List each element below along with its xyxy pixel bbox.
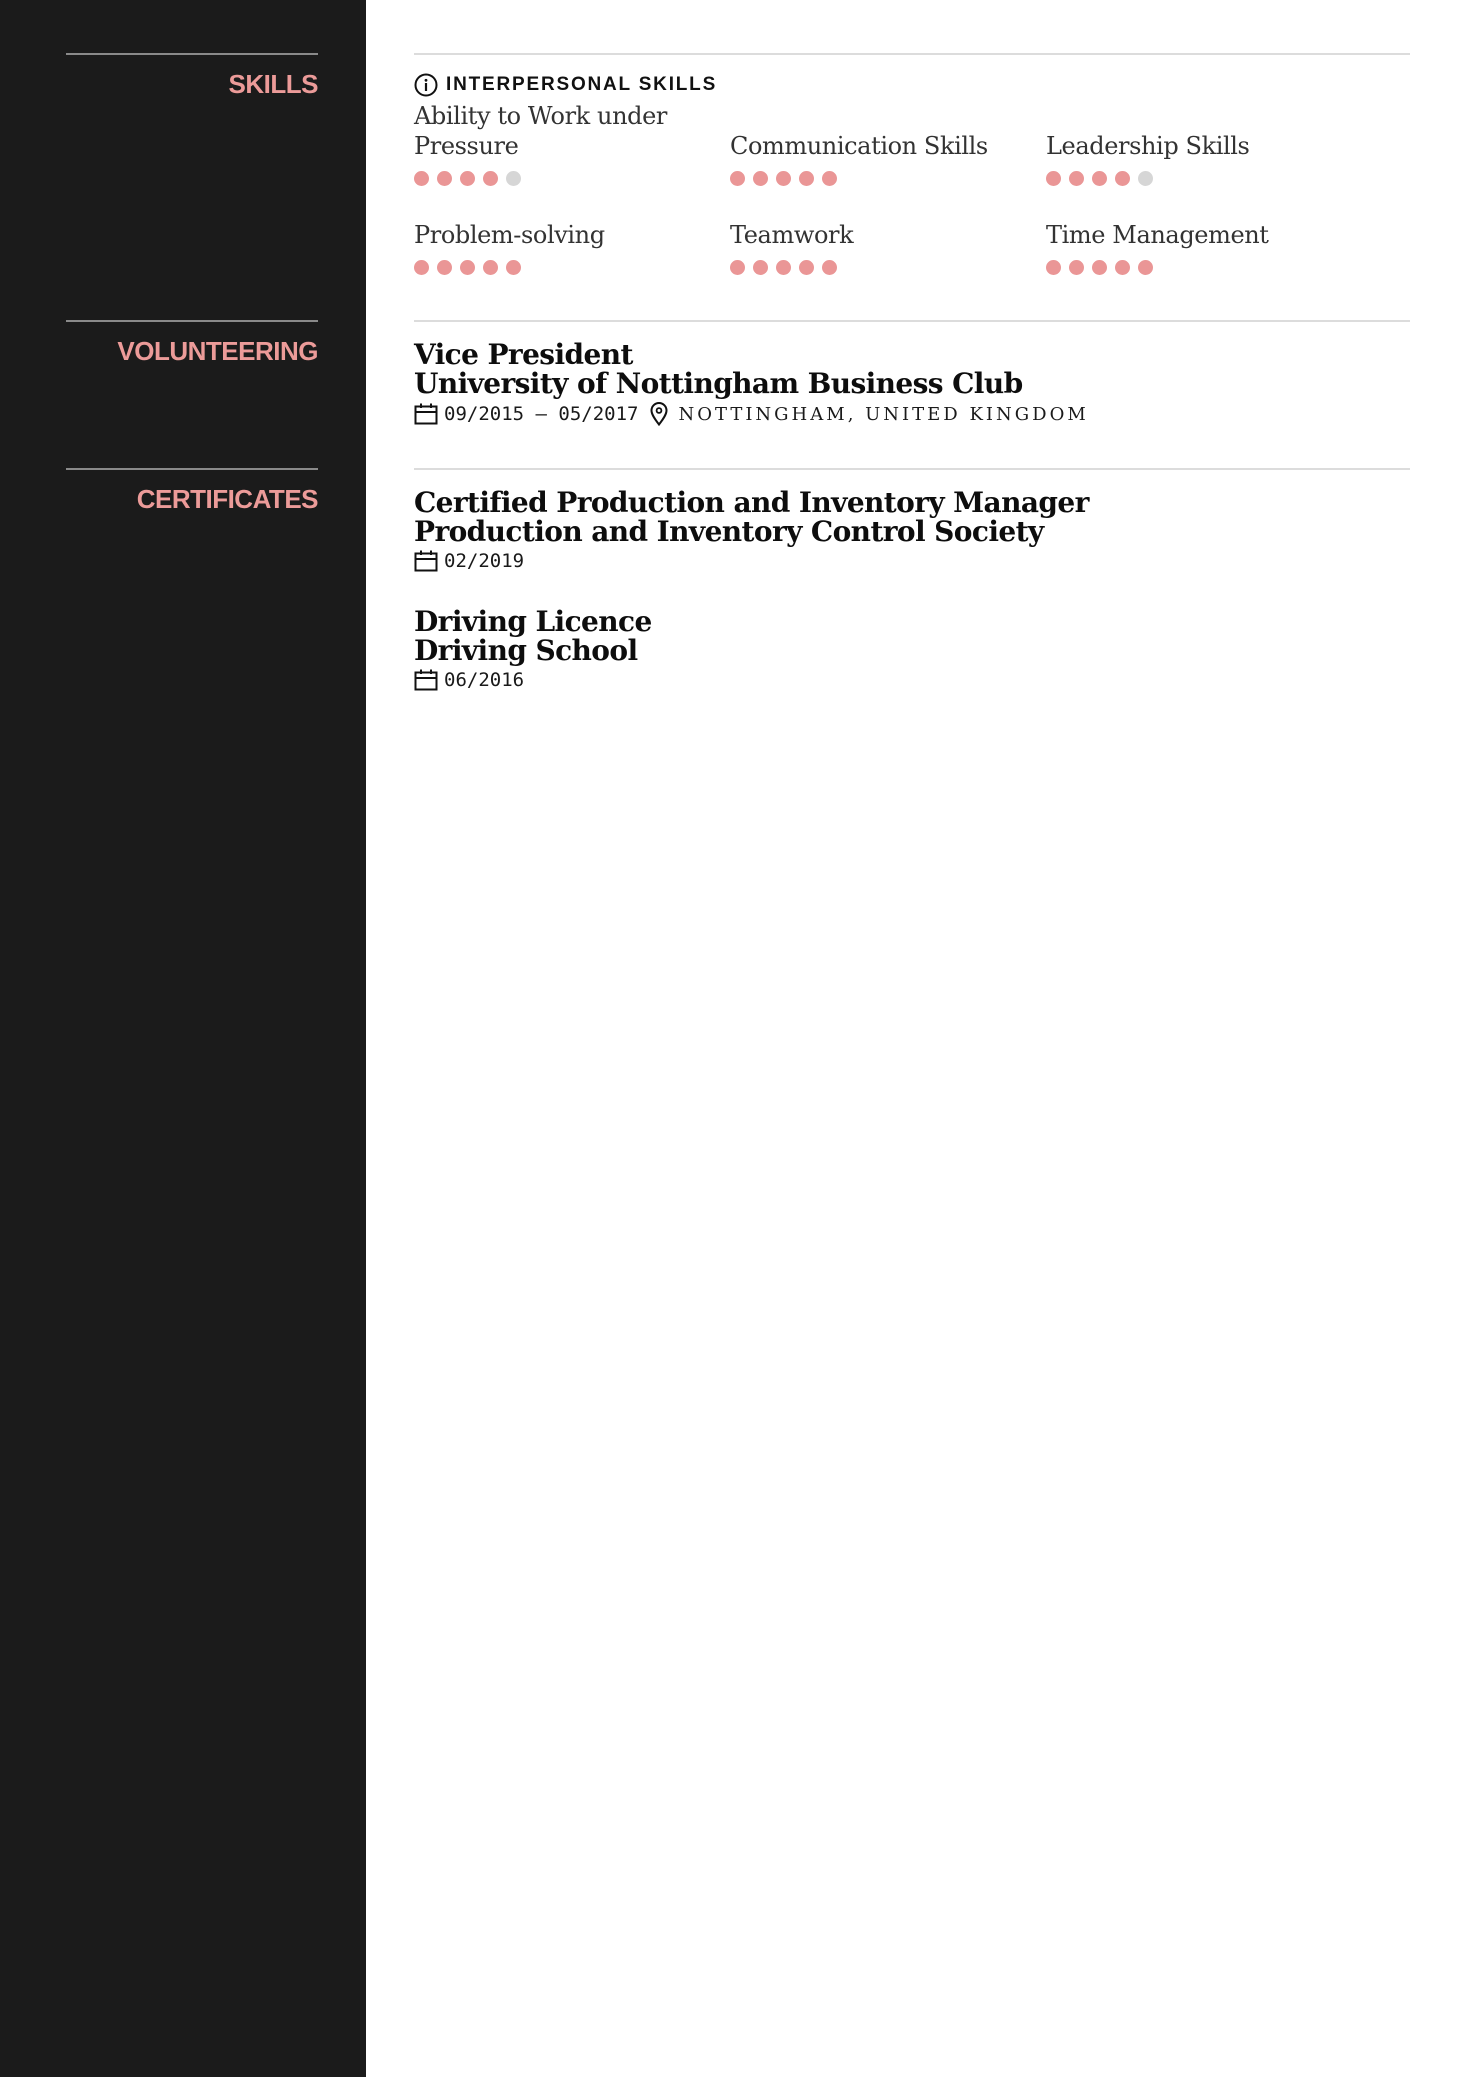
skill-rating <box>730 171 1030 186</box>
rating-dot-empty <box>1138 171 1153 186</box>
volunteering-entry <box>414 340 1089 426</box>
section-title-volunteering: VOLUNTEERING <box>117 336 318 366</box>
skill-item <box>414 101 714 186</box>
rating-dot-filled <box>506 260 521 275</box>
sidebar <box>0 0 366 2077</box>
sidebar-section-volunteering <box>66 320 318 367</box>
skill-item <box>1046 131 1346 186</box>
rating-dot-filled <box>1092 260 1107 275</box>
entry-title: Vice President <box>414 338 633 371</box>
certificate-title: Certified Production and Inventory Manager <box>414 486 1089 519</box>
rating-dot-filled <box>460 260 475 275</box>
entry-location <box>650 402 1088 426</box>
rating-dot-filled <box>414 260 429 275</box>
rating-dot-filled <box>799 171 814 186</box>
rating-dot-filled <box>1069 260 1084 275</box>
skill-name: Ability to Work under Pressure <box>414 102 667 160</box>
rating-dot-filled <box>730 260 745 275</box>
calendar-icon <box>414 403 438 425</box>
certificate-entry <box>414 488 1089 572</box>
section-title-skills: SKILLS <box>228 69 318 99</box>
skill-category <box>414 73 717 97</box>
rating-dot-empty <box>506 171 521 186</box>
rating-dot-filled <box>799 260 814 275</box>
sidebar-section-skills <box>66 53 318 100</box>
certificate-date: 02/2019 <box>444 550 525 572</box>
rating-dot-filled <box>483 260 498 275</box>
sidebar-section-certificates <box>66 468 318 515</box>
rating-dot-filled <box>753 260 768 275</box>
entry-organization: University of Nottingham Business Club <box>414 367 1023 400</box>
rating-dot-filled <box>460 171 475 186</box>
certificate-title: Driving Licence <box>414 605 652 638</box>
skill-item <box>414 220 714 275</box>
skill-name: Leadership Skills <box>1046 132 1250 160</box>
skill-name: Communication Skills <box>730 132 988 160</box>
rating-dot-filled <box>437 171 452 186</box>
rating-dot-filled <box>437 260 452 275</box>
entry-meta <box>414 402 1089 426</box>
rating-dot-filled <box>822 171 837 186</box>
skill-rating <box>1046 171 1346 186</box>
rating-dot-filled <box>753 171 768 186</box>
rating-dot-filled <box>730 171 745 186</box>
certificate-meta <box>414 669 652 691</box>
certificate-date: 06/2016 <box>444 669 525 691</box>
certificate-entry <box>414 607 652 691</box>
calendar-icon <box>414 550 438 572</box>
rating-dot-filled <box>776 260 791 275</box>
skill-rating <box>414 260 714 275</box>
skill-name: Teamwork <box>730 221 854 249</box>
section-title-certificates: CERTIFICATES <box>136 484 318 514</box>
rating-dot-filled <box>1115 260 1130 275</box>
skills-divider <box>414 53 1410 55</box>
calendar-icon <box>414 669 438 691</box>
rating-dot-filled <box>822 260 837 275</box>
skill-rating <box>414 171 714 186</box>
entry-dates: 09/2015 – 05/2017 <box>444 403 639 425</box>
rating-dot-filled <box>1115 171 1130 186</box>
volunteering-divider <box>414 320 1410 322</box>
entry-location-text: NOTTINGHAM, UNITED KINGDOM <box>678 403 1089 425</box>
certificates-divider <box>414 468 1410 470</box>
info-icon <box>414 73 438 97</box>
skill-item <box>730 220 1030 275</box>
rating-dot-filled <box>1092 171 1107 186</box>
rating-dot-filled <box>776 171 791 186</box>
rating-dot-filled <box>1069 171 1084 186</box>
certificate-issuer: Production and Inventory Control Society <box>414 515 1044 548</box>
skill-item <box>730 131 1030 186</box>
location-pin-icon <box>650 402 668 426</box>
skill-name: Time Management <box>1046 221 1269 249</box>
skill-category-label: INTERPERSONAL SKILLS <box>446 74 718 95</box>
rating-dot-filled <box>1046 260 1061 275</box>
rating-dot-filled <box>483 171 498 186</box>
skill-name: Problem-solving <box>414 221 605 249</box>
skill-item <box>1046 220 1346 275</box>
rating-dot-filled <box>414 171 429 186</box>
skill-rating <box>1046 260 1346 275</box>
certificate-issuer: Driving School <box>414 634 638 667</box>
certificate-meta <box>414 550 1089 572</box>
rating-dot-filled <box>1138 260 1153 275</box>
skill-rating <box>730 260 1030 275</box>
rating-dot-filled <box>1046 171 1061 186</box>
